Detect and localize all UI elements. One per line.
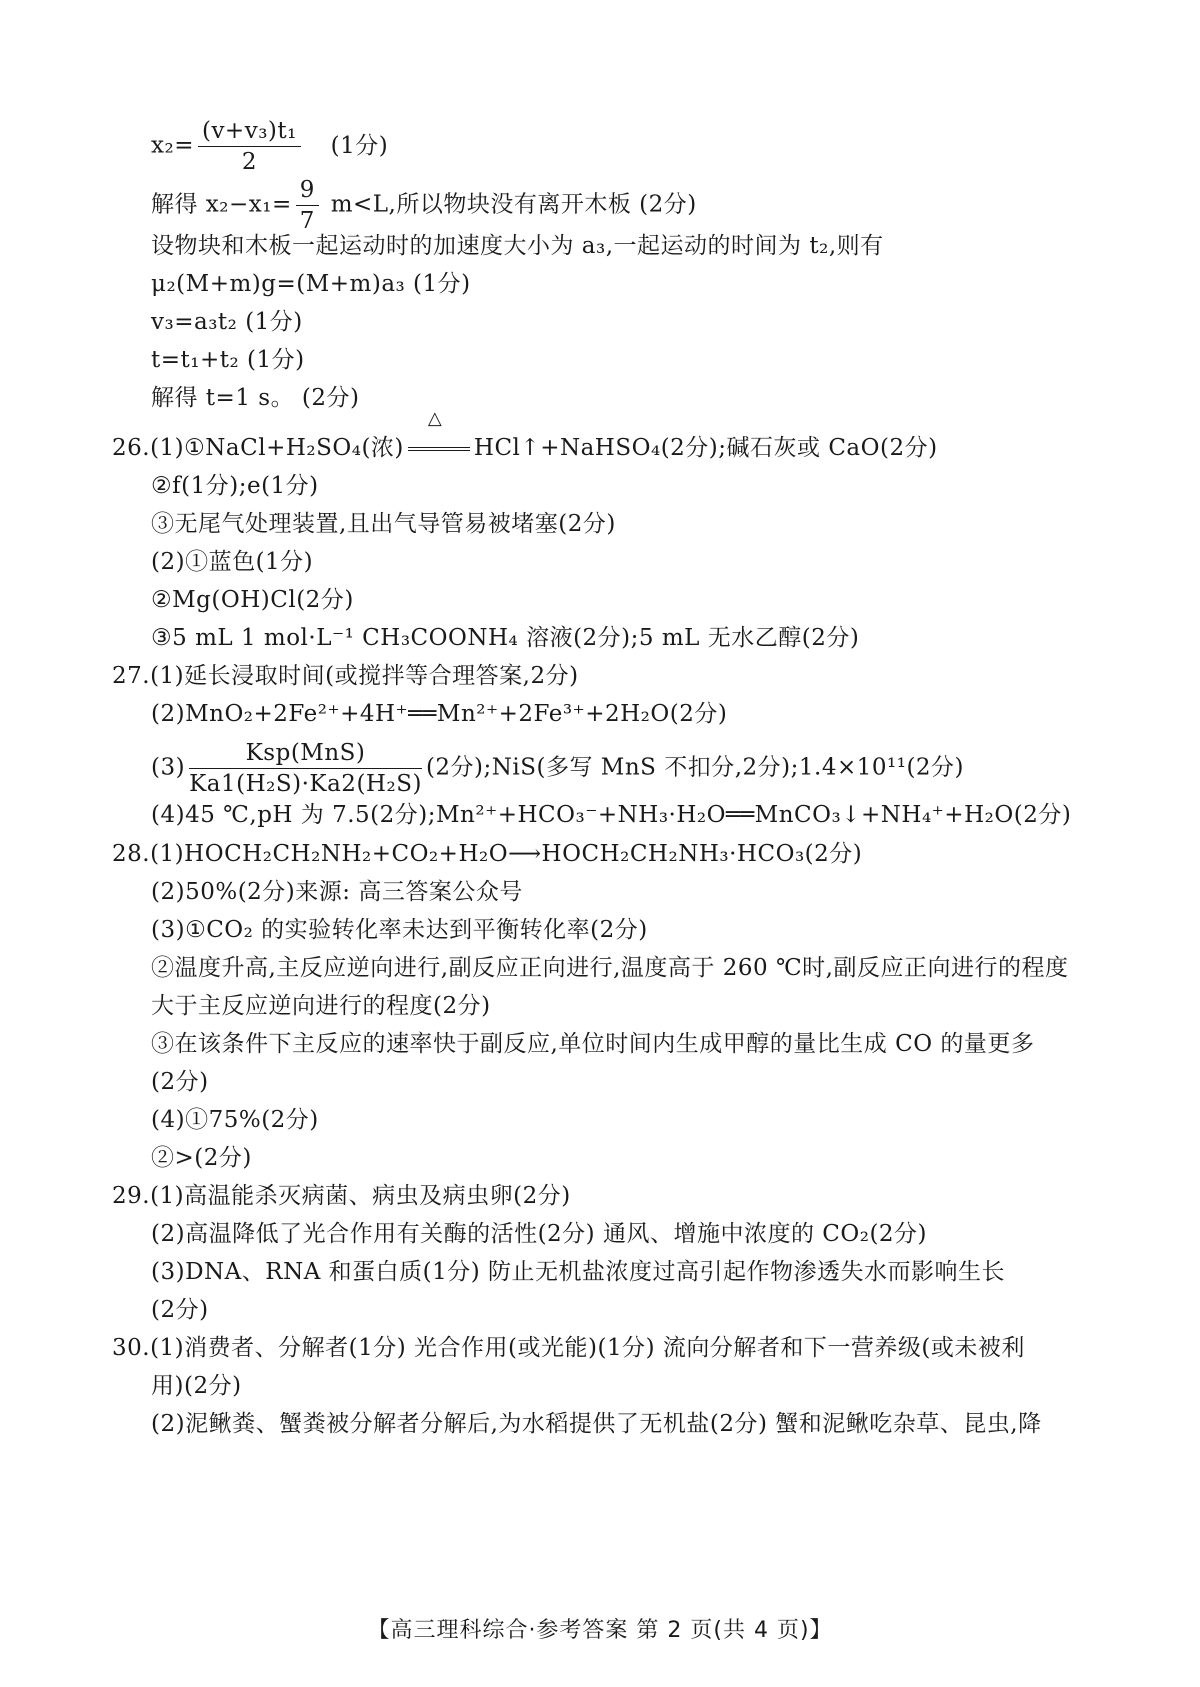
text-line: 27.(1)延长浸取时间(或搅拌等合理答案,2分) [112,663,579,689]
text-line: (2)泥鳅粪、蟹粪被分解者分解后,为水稻提供了无机盐(2分) 蟹和泥鳅吃杂草、昆虫,降 [151,1411,1042,1437]
text-line: (3)DNA、RNA 和蛋白质(1分) 防止无机盐浓度过高引起作物渗透失水而影响生长 [151,1259,1006,1285]
text-line: 解得 t=1 s。 (2分) [151,385,360,411]
fraction-9-7: $\frac{9}{7}$ [296,175,319,236]
text-line: v₃=a₃t₂ (1分) [151,309,303,335]
text-line: (2)MnO₂+2Fe²⁺+4H⁺══Mn²⁺+2Fe³⁺+2H₂O(2分) [151,701,728,727]
text-line: (4)45 ℃,pH 为 7.5(2分);Mn²⁺+HCO₃⁻+NH₃·H₂O══MnCO₃↓+NH₄⁺+H₂O(2分) [151,802,1072,828]
text-line: (4)①75%(2分) [151,1107,319,1133]
q26-line-1: 26.(1)①NaCl+H₂SO₄(浓) △ HCl↑+NaHSO₄(2分);碱石灰或 CaO(2分) [112,432,938,464]
text-line: (2分) [151,1069,209,1095]
text-line: ③无尾气处理装置,且出气导管易被堵塞(2分) [151,511,616,537]
text-line: (2分) [151,1297,209,1323]
text-line: 29.(1)高温能杀灭病菌、病虫及病虫卵(2分) [112,1183,571,1209]
formula-x2: x₂= $\frac{\text{(v+v₃)t₁}}{2}$ (1分) [151,118,389,175]
text-line: (2)高温降低了光合作用有关酶的活性(2分) 通风、增施中浓度的 CO₂(2分) [151,1221,928,1247]
text-line: 设物块和木板一起运动时的加速度大小为 a₃,一起运动的时间为 t₂,则有 [151,233,884,259]
text-line: ②Mg(OH)Cl(2分) [151,587,354,613]
text-line: ③5 mL 1 mol·L⁻¹ CH₃COONH₄ 溶液(2分);5 mL 无水乙醇(2分) [151,625,860,651]
text-line: ③在该条件下主反应的速率快于副反应,单位时间内生成甲醇的量比生成 CO 的量更多 [151,1031,1035,1057]
heating-arrow: △ [404,432,474,464]
text-line: μ₂(M+m)g=(M+m)a₃ (1分) [151,271,471,297]
text-line: ②>(2分) [151,1145,252,1171]
text-line: t=t₁+t₂ (1分) [151,347,305,373]
page-footer: 【高三理科综合·参考答案 第 2 页(共 4 页)】 [367,1618,833,1643]
q27-line-3: (3) $\frac{\text{Ksp(MnS)}}{\text{Ka1(H₂S)·Ka2(H₂S)}}$ (2分);NiS(多写 MnS 不扣分,2分);1.4×10¹¹(2分) [151,740,965,797]
text-line: (2)50%(2分)来源: 高三答案公众号 [151,879,523,905]
text-line: ②f(1分);e(1分) [151,473,319,499]
text-line: 30.(1)消费者、分解者(1分) 光合作用(或光能)(1分) 流向分解者和下一营养级(或未被利 [112,1335,1025,1361]
text-line: 用)(2分) [151,1373,242,1399]
text-line: 28.(1)HOCH₂CH₂NH₂+CO₂+H₂O⟶HOCH₂CH₂NH₃·HCO₃(2分) [112,841,863,867]
text-line: 大于主反应逆向进行的程度(2分) [151,993,491,1019]
solve-x-diff: 解得 x₂−x₁= $\frac{9}{7}$ m<L,所以物块没有离开木板 (2分) [151,177,697,234]
fraction: $\frac{\text{(v+v₃)t₁}}{2}$ [198,116,301,177]
text-line: (3)①CO₂ 的实验转化率未达到平衡转化率(2分) [151,917,648,943]
text-line: (2)①蓝色(1分) [151,549,314,575]
fraction-ksp: $\frac{\text{Ksp(MnS)}}{\text{Ka1(H₂S)·Ka2(H₂S)}}$ [189,740,422,797]
text-line: ②温度升高,主反应逆向进行,副反应正向进行,温度高于 260 ℃时,副反应正向进行的程度 [151,955,1069,981]
